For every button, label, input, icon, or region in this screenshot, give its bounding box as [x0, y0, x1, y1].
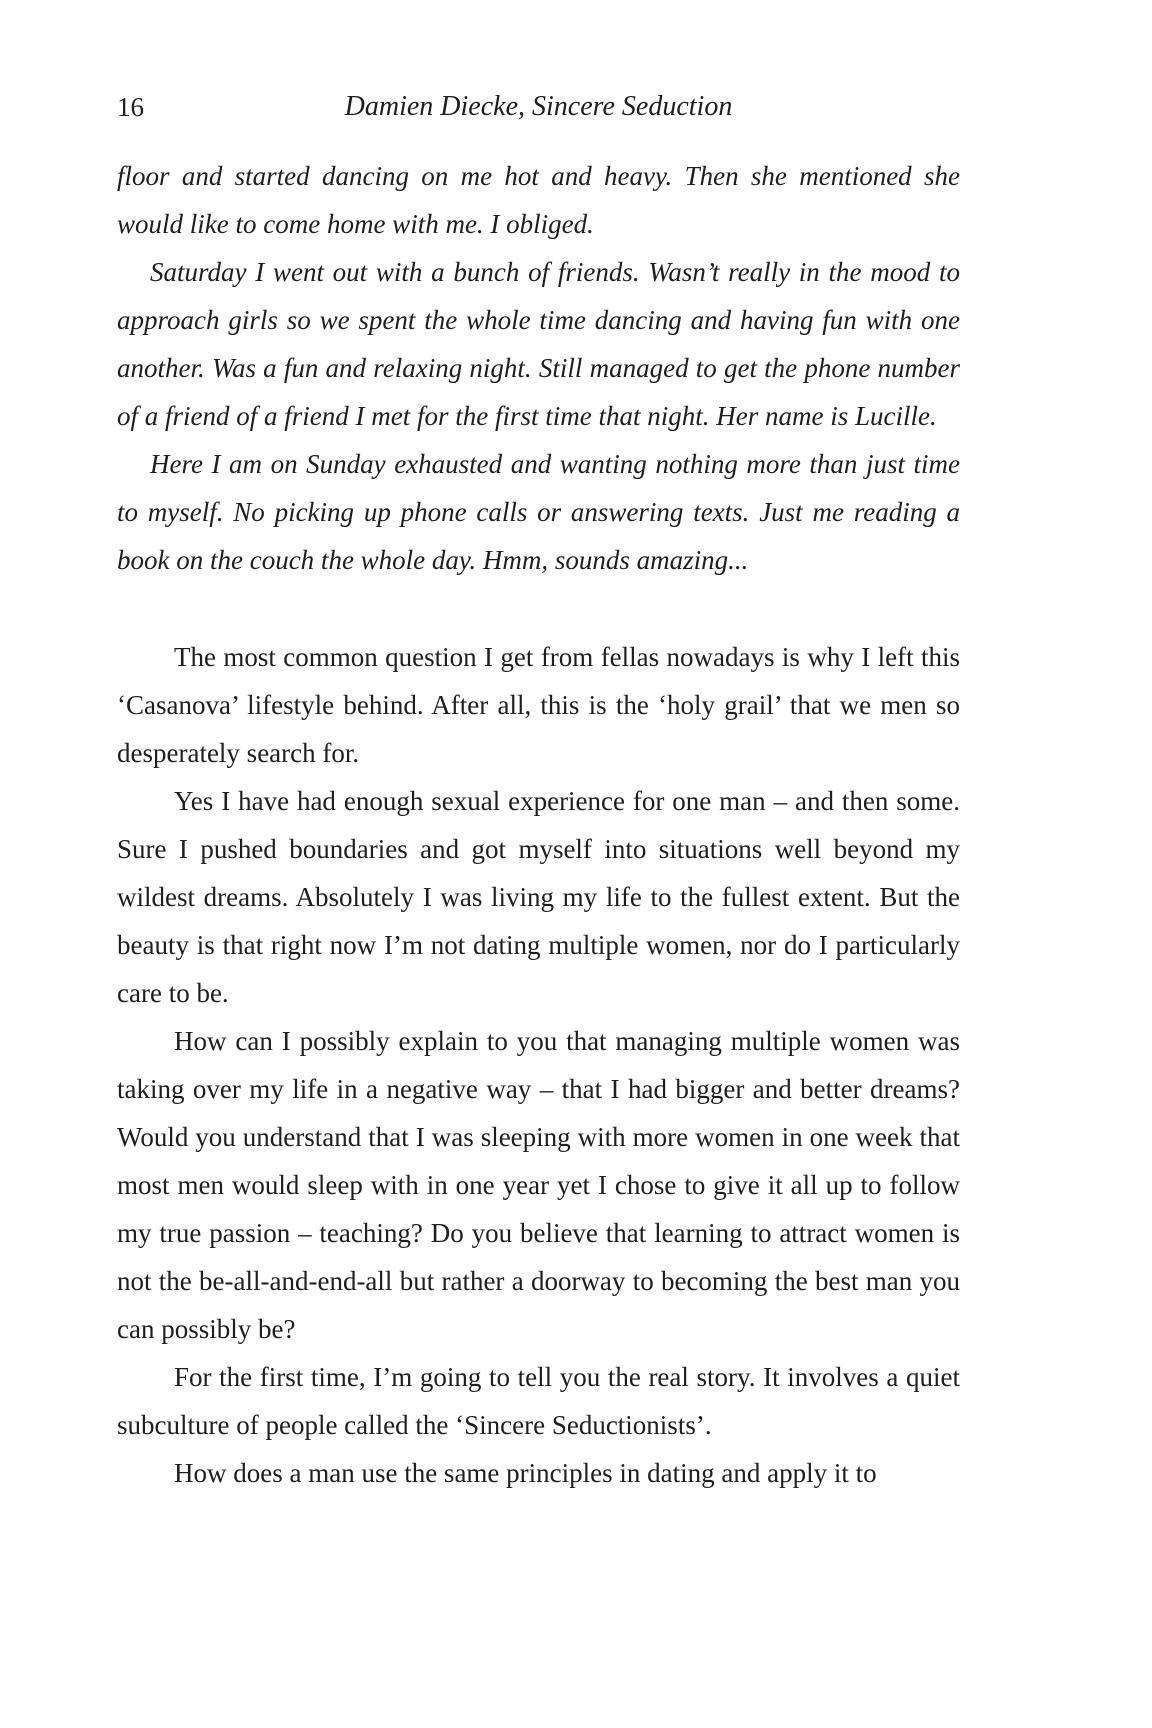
paragraph-body-5: How does a man use the same principles in dating and apply it to	[174, 1458, 877, 1488]
paragraph-body-3: How can I possibly explain to you that managing multiple women was taking over my life in a negative way – that I had bigger and better dreams? Would you understand that I was sleeping with more women in one week that most men would sleep with in one year yet I chose to give it all up to follow my true passion – teaching? Do you believe that learning to attract women is not the be-all-and-end-all but rather a doorway to becoming the best man you can possibly be?	[117, 1026, 960, 1344]
page-number: 16	[117, 92, 144, 122]
main-text-section	[117, 633, 960, 1497]
paragraph-body-1: The most common question I get from fellas nowadays is why I left this ‘Casanova’ lifestyle behind. After all, this is the ‘holy grail’ that we men so desperately search for.	[117, 642, 960, 768]
running-title: Damien Diecke, Sincere Seduction	[344, 91, 733, 122]
paragraph-body-4: For the first time, I’m going to tell you the real story. It involves a quiet subculture of people called the ‘Sincere Seductionists’.	[117, 1362, 960, 1440]
page-content	[117, 88, 960, 1497]
running-header	[117, 88, 960, 126]
journal-excerpt-section	[117, 152, 960, 584]
paragraph-journal-3: Here I am on Sunday exhausted and wanting nothing more than just time to myself. No picking up phone calls or answering texts. Just me reading a book on the couch the whole day. Hmm, sounds amazing...	[117, 449, 960, 575]
paragraph-journal-1: floor and started dancing on me hot and heavy. Then she mentioned she would like to come home with me. I obliged.	[117, 161, 960, 239]
paragraph-journal-2: Saturday I went out with a bunch of friends. Wasn’t really in the mood to approach girls so we spent the whole time dancing and having fun with one another. Was a fun and relaxing night. Still managed to get the phone number of a friend of a friend I met for the first time that night. Her name is Lucille.	[117, 257, 960, 431]
paragraph-body-2: Yes I have had enough sexual experience for one man – and then some. Sure I pushed boundaries and got myself into situations well beyond my wildest dreams. Absolutely I was living my life to the fullest extent. But the beauty is that right now I’m not dating multiple women, nor do I particularly care to be.	[117, 786, 960, 1008]
